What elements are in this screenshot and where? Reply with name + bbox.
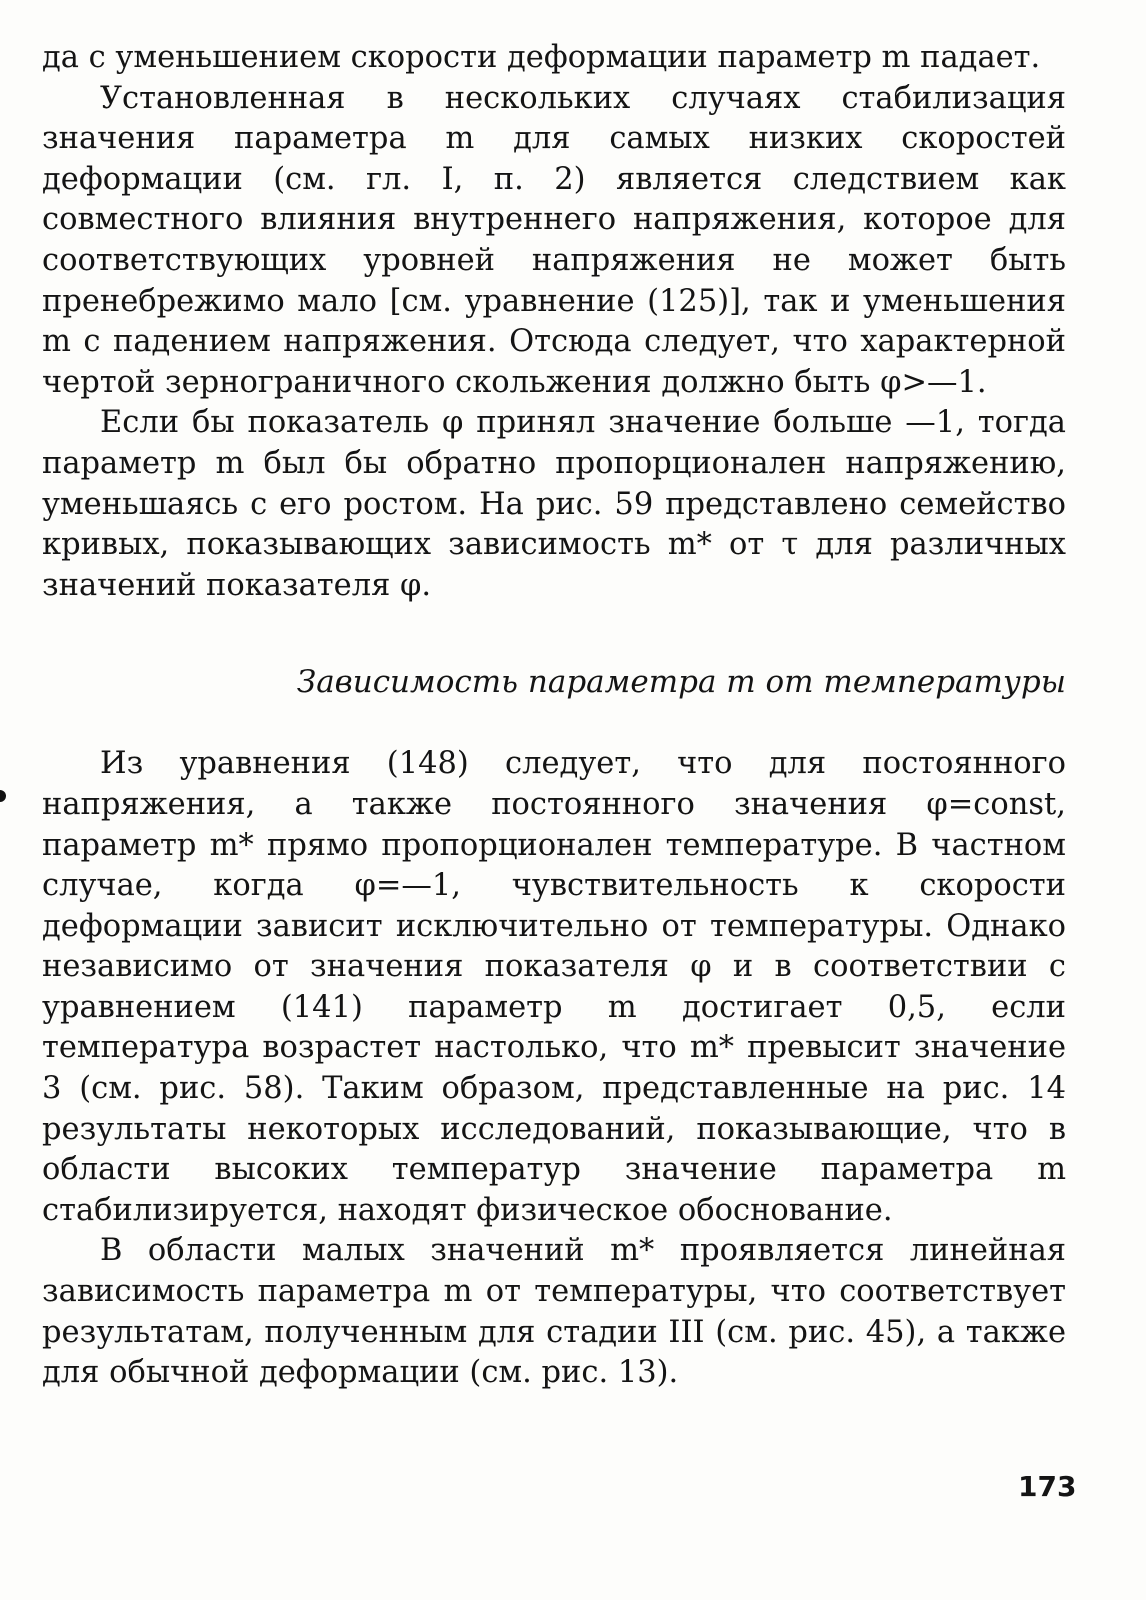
section-heading: Зависимость параметра m от температуры	[296, 664, 1066, 701]
page-number: 173	[1018, 1470, 1077, 1503]
paragraph-linear-dependence: В области малых значений m* проявляется линейная зависимость параметра m от температуры, что соответствует результатам, полученным для стадии III (см. рис. 45), а также для обычной деформации (см. рис. 13).	[42, 1233, 1066, 1391]
paragraph-continuation: да с уменьшением скорости деформации параметр m падает.	[42, 40, 1041, 75]
paragraph-exponent: Если бы показатель φ принял значение больше —1, тогда параметр m был бы обратно пропорционален напряжению, уменьшаясь с его ростом. На рис. 59 представлено семейство кривых, показывающих зависимость m* от τ для различных значений показателя φ.	[42, 405, 1066, 603]
paragraph-stabilization: Установленная в нескольких случаях стабилизация значения параметра m для самых низких скоростей деформации (см. гл. I, п. 2) является следствием как совместного влияния внутреннего напряжения, которое для соответствующих уровней напряжения не может быть пренебрежимо мало [см. уравнение (125)], так и уменьшения m с падением напряжения. Отсюда следует, что характерной чертой зернограничного скольжения должно быть φ>—1.	[42, 80, 1066, 400]
margin-mark	[0, 790, 6, 802]
text-block	[42, 38, 1066, 1394]
paragraph-equation-148: Из уравнения (148) следует, что для постоянного напряжения, а также постоянного значения φ=const, параметр m* прямо пропорционален температуре. В частном случае, когда φ=—1, чувствительность к скорости деформации зависит исключительно от температуры. Однако независимо от значения показателя φ и в соответствии с уравнением (141) параметр m достигает 0,5, если температура возрастет настолько, что m* превысит значение 3 (см. рис. 58). Таким образом, представленные на рис. 14 результаты некоторых исследований, показывающие, что в области высоких температур значение параметра m стабилизируется, находят физическое обоснование.	[42, 746, 1066, 1228]
